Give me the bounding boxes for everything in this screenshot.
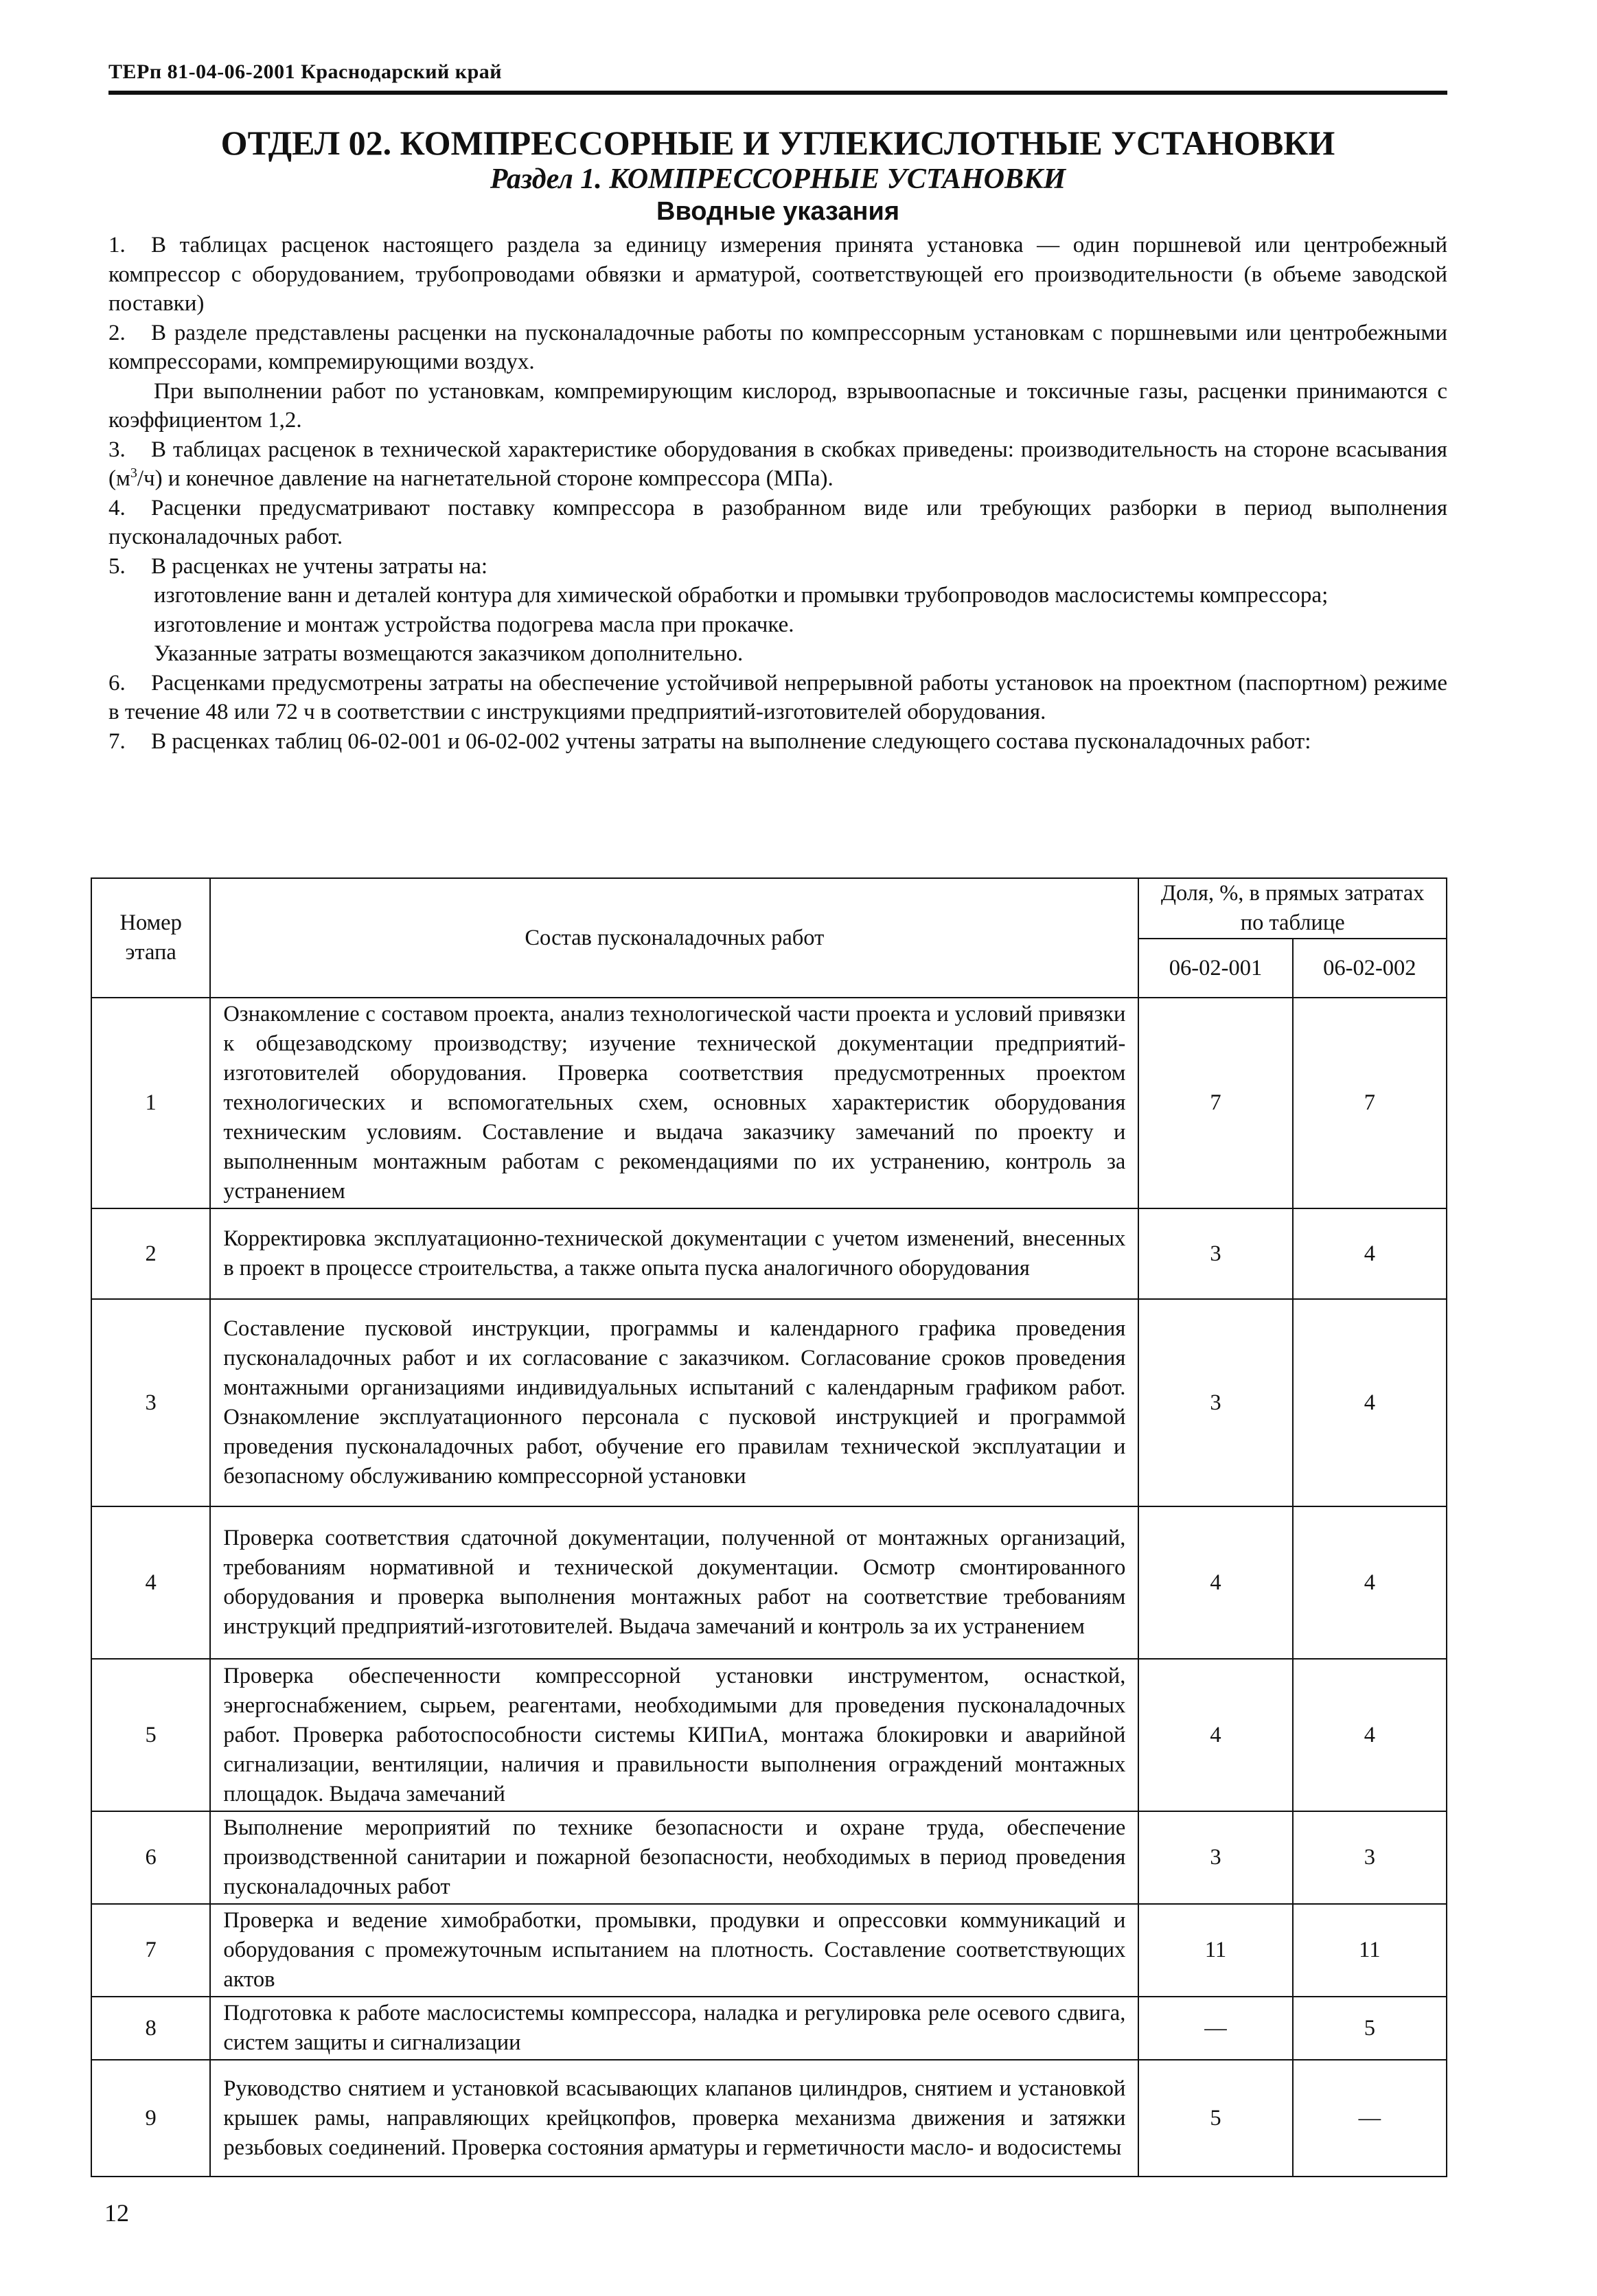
paragraph-number: 2. [108, 320, 126, 345]
table-row [91, 998, 1447, 1208]
stage-description: Проверка и ведение химобработки, промывки, продувки и опрессовки коммуникаций и оборудования с промежуточным испытанием на плотность. Составление соответствующих актов [210, 1904, 1138, 1997]
share-06-02-001: — [1138, 1997, 1292, 2060]
paragraph-3 [108, 435, 1447, 494]
share-06-02-002: 7 [1293, 998, 1447, 1208]
stage-description: Проверка обеспеченности компрессорной установки инструментом, оснасткой, энергоснабжением, сырьем, реагентами, необходимыми для проведения пусконаладочных работ. Проверка работоспособности системы КИПиА, монтажа блокировки и аварийной сигнализации, вентиляции, наличия и правильности выполнения ограждений монтажных площадок. Выдача замечаний [210, 1659, 1138, 1811]
stage-description: Руководство снятием и установкой всасывающих клапанов цилиндров, снятием и установкой крышек рамы, направляющих крейцкопфов, проверка механизма движения и затяжки резьбовых соединений. Проверка состояния арматуры и герметичности масло- и водосистемы [210, 2060, 1138, 2177]
share-06-02-001: 7 [1138, 998, 1292, 1208]
share-06-02-001: 3 [1138, 1299, 1292, 1506]
header-rule [108, 91, 1447, 95]
table-header-row [91, 878, 1447, 939]
share-06-02-002: 4 [1293, 1506, 1447, 1659]
works-composition-table [91, 877, 1447, 2177]
paragraph-number: 5. [108, 553, 126, 579]
share-06-02-002: — [1293, 2060, 1447, 2177]
paragraph-1 [108, 231, 1447, 319]
paragraph-5 [108, 552, 1447, 582]
paragraph-number: 1. [108, 233, 126, 257]
paragraph-text: В таблицах расценок в технической характеристике оборудования в скобках приведены: производительность на стороне всасывания (м [108, 437, 1447, 491]
stage-description: Подготовка к работе маслосистемы компрессора, наладка и регулировка реле осевого сдвига, систем защиты и сигнализации [210, 1997, 1138, 2060]
share-06-02-002: 4 [1293, 1299, 1447, 1506]
paragraph-text: В разделе представлены расценки на пусконаладочные работы по компрессорным установкам с поршневыми или центробежными компрессорами, компремирующими воздух. [108, 320, 1447, 374]
header-table-06-02-002: 06-02-002 [1293, 939, 1447, 998]
paragraph-number: 6. [108, 670, 126, 696]
stage-description: Составление пусковой инструкции, программы и календарного графика проведения пусконаладочных работ и их согласование с заказчиком. Согласование сроков проведения монтажными организациями индивидуальных испытаний с календарным графиком работ. Ознакомление эксплуатационного персонала с пусковой инструкцией и программой проведения пусконаладочных работ, обучение его правилам технической эксплуатации и безопасному обслуживанию компрессорной установки [210, 1299, 1138, 1506]
stage-number: 1 [91, 998, 210, 1208]
table-row [91, 1299, 1447, 1506]
share-06-02-001: 11 [1138, 1904, 1292, 1997]
share-06-02-002: 4 [1293, 1659, 1447, 1811]
introductory-instructions [108, 231, 1447, 756]
stage-number: 2 [91, 1208, 210, 1299]
stage-number: 3 [91, 1299, 210, 1506]
stage-number: 7 [91, 1904, 210, 1997]
share-06-02-001: 3 [1138, 1208, 1292, 1299]
page-number: 12 [104, 2199, 129, 2227]
stage-number: 5 [91, 1659, 210, 1811]
table-row [91, 1506, 1447, 1659]
department-title: ОТДЕЛ 02. КОМПРЕССОРНЫЕ И УГЛЕКИСЛОТНЫЕ УСТАНОВКИ [220, 124, 1335, 162]
table-row [91, 1811, 1447, 1904]
header-share: Доля, %, в прямых затратах по таблице [1138, 878, 1447, 939]
paragraph-text: /ч) и конечное давление на нагнетательной стороне компрессора (МПа). [137, 466, 834, 491]
share-06-02-001: 5 [1138, 2060, 1292, 2177]
paragraph-text: В расценках таблиц 06-02-001 и 06-02-002 учтены затраты на выполнение следующего состава пусконаладочных работ: [151, 728, 1311, 754]
stage-number: 6 [91, 1811, 210, 1904]
paragraph-7 [108, 727, 1447, 757]
table-row [91, 1659, 1447, 1811]
paragraph-text: В таблицах расценок настоящего раздела за единицу измерения принята установка — один поршневой или центробежный компрессор с оборудованием, трубопроводами обвязки и арматурой, соответствующей его производительности (в объеме заводской поставки) [108, 233, 1447, 316]
header-composition: Состав пусконаладочных работ [210, 878, 1138, 998]
share-06-02-001: 4 [1138, 1506, 1292, 1659]
share-06-02-001: 3 [1138, 1811, 1292, 1904]
stage-description: Корректировка эксплуатационно-технической документации с учетом изменений, внесенных в проект в процессе строительства, а также опыта пуска аналогичного оборудования [210, 1208, 1138, 1299]
paragraph-5-note: Указанные затраты возмещаются заказчиком дополнительно. [154, 641, 744, 666]
share-06-02-002: 3 [1293, 1811, 1447, 1904]
paragraph-6 [108, 669, 1447, 727]
header-stage: Номер этапа [91, 878, 210, 998]
header-table-06-02-001: 06-02-001 [1138, 939, 1292, 998]
share-06-02-002: 4 [1293, 1208, 1447, 1299]
paragraph-number: 4. [108, 495, 126, 520]
section-title: Раздел 1. КОМПРЕССОРНЫЕ УСТАНОВКИ [490, 163, 1066, 195]
stage-number: 8 [91, 1997, 210, 2060]
stage-description: Выполнение мероприятий по технике безопасности и охране труда, обеспечение производственной санитарии и пожарной безопасности, необходимых в период проведения пусконаладочных работ [210, 1811, 1138, 1904]
paragraph-text: Расценки предусматривают поставку компрессора в разобранном виде или требующих разборки в период выполнения пусконаладочных работ. [108, 495, 1447, 549]
stage-number: 4 [91, 1506, 210, 1659]
paragraph-5-item-a: изготовление ванн и деталей контура для химической обработки и промывки трубопроводов маслосистемы компрессора; [154, 583, 1329, 608]
stage-number: 9 [91, 2060, 210, 2177]
share-06-02-002: 5 [1293, 1997, 1447, 2060]
stage-description: Проверка соответствия сдаточной документации, полученной от монтажных организаций, требованиям нормативной и технической документации. Осмотр смонтированного оборудования и проверка выполнения монтажных работ на соответствие требованиям инструкций предприятий-изготовителей. Выдача замечаний и контроль за их устранением [210, 1506, 1138, 1659]
paragraph-2-note: При выполнении работ по установкам, компремирующим кислород, взрывоопасные и токсичные газы, расценки принимаются с коэффициентом 1,2. [108, 378, 1447, 433]
intro-title: Вводные указания [656, 197, 899, 226]
stage-description: Ознакомление с составом проекта, анализ технологической части проекта и условий привязки к общезаводскому производству; изучение технической документации предприятий-изготовителей оборудования. Проверка соответствия предусмотренных проектом технологических и вспомогательных схем, основных характеристик оборудования техническим условиям. Составление и выдача заказчику замечаний по проекту и выполненным монтажным работам с рекомендациями по их устранению, контроль за устранением [210, 998, 1138, 1208]
share-06-02-002: 11 [1293, 1904, 1447, 1997]
share-06-02-001: 4 [1138, 1659, 1292, 1811]
table-row [91, 1997, 1447, 2060]
paragraph-text: В расценках не учтены затраты на: [151, 553, 488, 579]
paragraph-number: 3. [108, 437, 126, 462]
paragraph-5-item-b: изготовление и монтаж устройства подогрева масла при прокачке. [154, 612, 794, 637]
table-row [91, 1208, 1447, 1299]
table-row [91, 2060, 1447, 2177]
superscript: 3 [130, 466, 137, 481]
paragraph-4 [108, 494, 1447, 552]
paragraph-number: 7. [108, 728, 126, 754]
paragraph-2 [108, 319, 1447, 377]
running-header: ТЕРп 81-04-06-2001 Краснодарский край [108, 60, 503, 83]
paragraph-text: Расценками предусмотрены затраты на обеспечение устойчивой непрерывной работы установок на проектном (паспортном) режиме в течение 48 или 72 ч в соответствии с инструкциями предприятий-изготовителей оборудования. [108, 670, 1447, 724]
table-row [91, 1904, 1447, 1997]
